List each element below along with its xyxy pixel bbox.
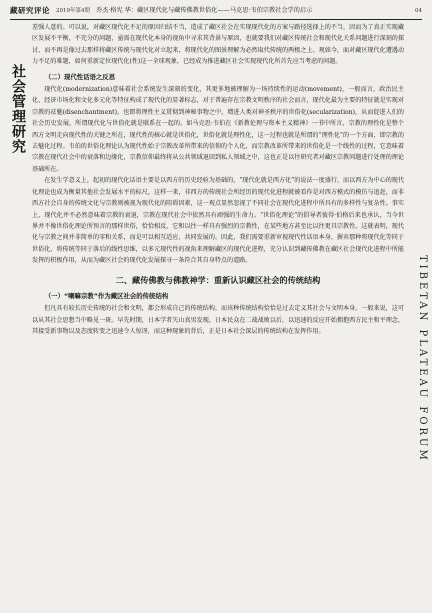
paragraph: 但凡具有较长历史传统的社会和文明，都会形成自己的传统结构，而该种传统结构恰恰是过去定义其社会与文明本身。一般来说，这可以从其社会思想当中略见一斑。早先时期，日本学者矢山真男发现，日本民众在二战战败以后，以迅速的反应开始拥抱西方民主和平理念，其接受新事物以及态度转变之迅速令人惊讶，而这种现象的背后，正是日本社会深层的传统结构在发挥作用。 bbox=[32, 305, 404, 336]
journal-name: 藏研究评论 bbox=[10, 6, 50, 15]
page-number: 04 bbox=[415, 8, 422, 14]
page-header bbox=[10, 4, 422, 18]
section-heading: 二、藏传佛教与佛教神学：重新认识藏区社会的传统结构 bbox=[115, 274, 321, 285]
journal-issue: 2019年第4期 bbox=[56, 8, 90, 14]
side-journal-english: TIBETAN PLATEAU FORUM bbox=[417, 255, 428, 463]
subsection-heading: （一）“喇嘛宗教”作为藏区社会的传统结构 bbox=[44, 291, 169, 300]
paragraph: 现代化(modernization)意味着社会系统发生深刻的变化，其更多地被理解为一场持续性的运动(movement)，一般而言，政治民主化、经济市场化和文化多元化等特征构成了现代化的显著标志，对于普遍存在宗教文明秩序的社会而言，现代化最为主要的特征就是实现对宗教的祛魅(disenchantment)，也即将理性主义贯彻到神秘事物之中，增进人类对神圣秩序的世俗化(secularization)，从而促进人们的社会历史发展，所谓现代化与世俗化就是联系在一起的。如马克思·韦伯在《新教伦理与资本主义精神》一书中所言，宗教的理性化是整个西方文明走向现代性的关键之所在，现代性的核心就是世俗化，世俗化就是理性化，这一过程也就是所谓的“理性化”的一个方面，即宗教的去魅化过程。韦伯的世俗化理论认为现代性始于宗教改革所带来的信仰的个人化，而宗教改革所带来的世俗化是一个线性的过程，它意味着宗教在现代社会中的衰落和边缘化，宗教信仰最终将从公共领域退回到私人领域之中，这也正是以往研究者对藏区宗教问题进行处理的理论基础所在。 bbox=[32, 86, 404, 173]
running-title: 乔杰·格宪 华：藏区现代化与藏传佛教世俗化——马克思·韦伯宗教社会学的启示 bbox=[96, 7, 313, 14]
header-rule bbox=[10, 19, 422, 20]
paragraph: 差强人意的。可以说，对藏区现代化不足的原因归结不当，造成了藏区社会在实现现代化的方案与路径选择上的不当，因而为了真正实现藏区发展不平衡，不充分的问题，亟需在现代化本身的视角中寻求其背景与原因，也就要我们对藏区传统社会和现代化关系问题进行深刻的探讨，而不再是像过去那样将藏区传统与现代化对立起来，将现代化的图景理解为必然取代传统的两极之上。观如今，面对藏区现代化遭遇动力不足的难题，如何重新定位现代化(性)这一全球观象，已经成为推进藏区社会实现现代化所首先应当考虑的问题。 bbox=[32, 24, 404, 66]
side-column-title: 社会管理研究 bbox=[10, 64, 26, 154]
article-body bbox=[32, 22, 404, 610]
paragraph: 在发生学意义上，起初的现代化话语主要是以西方的历史经验为基础的，“现代化就是西方化”的说法一度盛行，而以西方为中心的现代化理论也成为衡量其他社会发展水平的标尺，这样一来，非西方的传统社会所经历的现代化进程就被看作是对西方模式的模仿与追赶，而非西方社会自身的传统文化与宗教则被视为现代化的阻碍因素，这一观点显然忽视了不同社会在现代化进程中所具有的多样性与复杂性。事实上，现代化并不必然意味着宗教的衰退，宗教在现代社会中依然具有顽强的生命力。“世俗化理论”的倡导者彼得·伯格后来也承认，当今世界并不像世俗化理论所预言的那样世俗，恰恰相反，它和以往一样具有强烈的宗教性，在某些地方甚至比以往更具宗教性。这就表明，现代化与宗教之间并非简单的零和关系，而是可以相互适应、共同发展的。因此，我们需要重新审视现代性话语本身，摒弃那种将现代化等同于世俗化、将传统等同于落后的线性思维，以多元现代性的视角来理解藏区的现代化进程，充分认识到藏传佛教在藏区社会现代化进程中所能发挥的积极作用，从而为藏区社会的现代化发展探寻一条符合其自身特点的道路。 bbox=[32, 177, 404, 265]
subsection-heading: （二）现代性话语之反思 bbox=[44, 72, 116, 81]
